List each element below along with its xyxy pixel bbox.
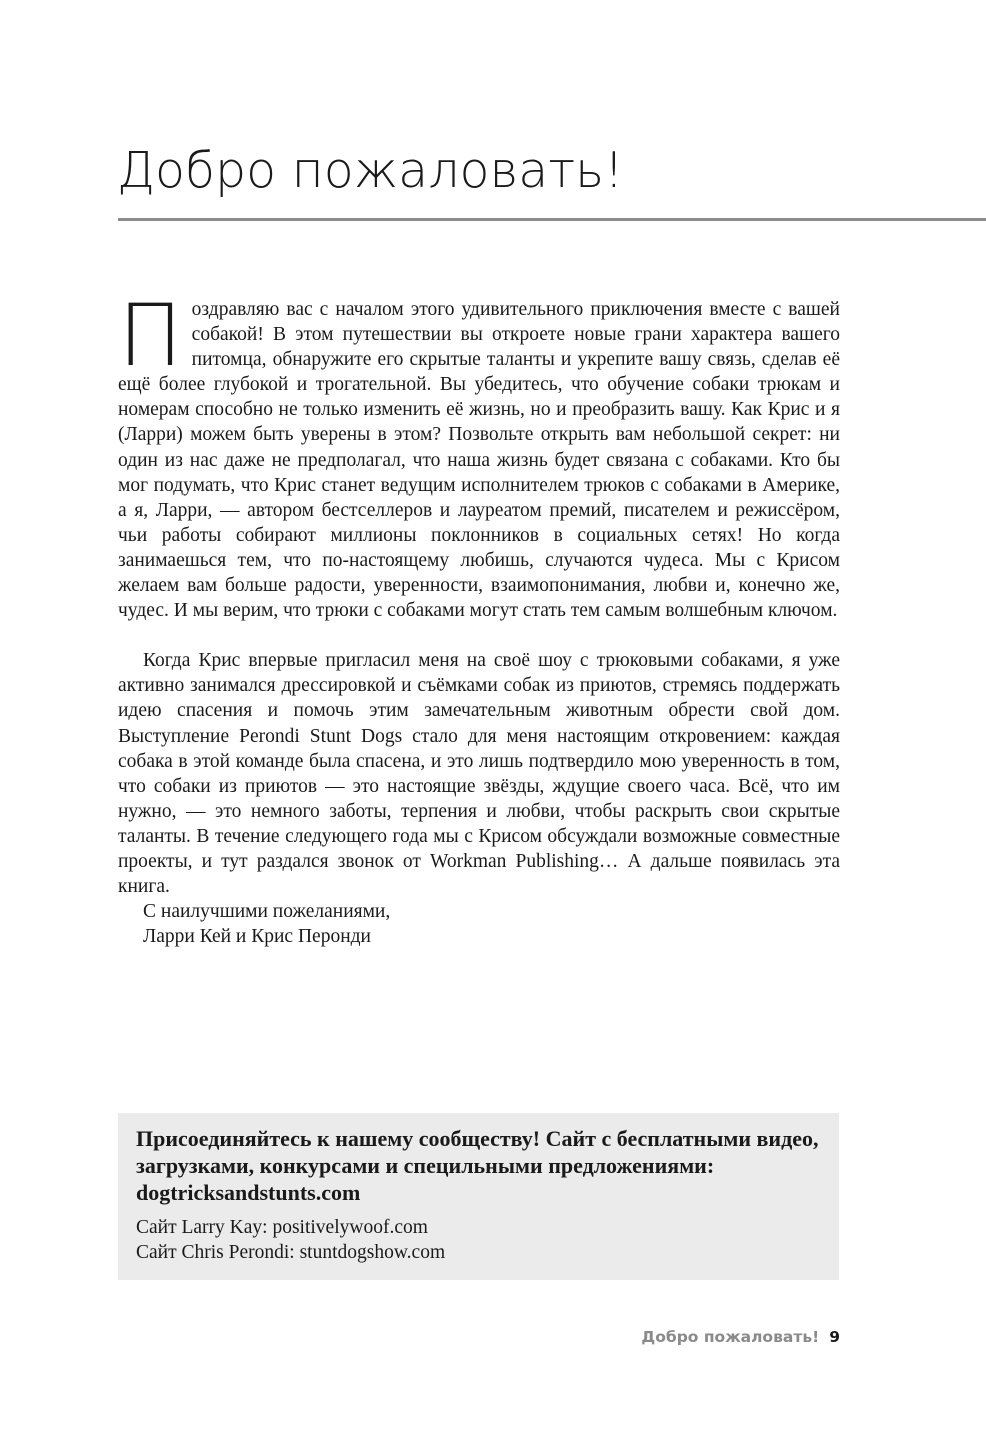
body-text xyxy=(118,286,840,949)
page-number: 9 xyxy=(829,1328,840,1346)
paragraph-2: Когда Крис впервые пригласил меня на своё шоу с трюковыми собаками, я уже активно занимался дрессировкой и съёмками собак из приютов, стремясь поддержать идею спасения и помочь этим замечательным животным обрести свой дом. Выступление Perondi Stunt Dogs стало для меня настоящим откровением: каждая собака в этой команде была спасена, и это лишь подтвердило мою уверенность в том, что собаки из приютов — это настоящие звёзды, ждущие своего часа. Всё, что им нужно, — это немного заботы, терпения и любви, чтобы раскрыть свои скрытые таланты. В течение следующего года мы с Крисом обсуждали возможные совместные проекты, и тут раздался звонок от Workman Publishing… А дальше появилась эта книга. xyxy=(118,650,840,898)
closing-line: С наилучшими пожеланиями, xyxy=(143,901,391,923)
page-title: Добро пожаловать! xyxy=(117,142,624,199)
site-chris-perondi: Сайт Chris Perondi: stuntdogshow.com xyxy=(136,1242,446,1263)
signature: Ларри Кей и Крис Перонди xyxy=(143,926,371,948)
paragraph-1-text: оздравляю вас с началом этого удивительного приключения вместе с вашей собакой! В этом путешествии вы откроете новые грани характера вашего питомца, обнаружите его скрытые таланты и укрепите вашу связь, сделав её ещё более глубокой и трогательной. Вы убедитесь, что обучение собаки трюкам и номерам способно не только изменить её жизнь, но и преобразить вашу. Как Крис и я (Ларри) можем быть уверены в этом? Позвольте открыть вам небольшой секрет: ни один из нас даже не предполагал, что наша жизнь будет связана с собаками. Кто бы мог подумать, что Крис станет ведущим исполнителем трюков с собаками в Америке, а я, Ларри, — автором бестселлеров и лауреатом премий, писателем и режиссёром, чьи работы собирают миллионы поклонников в социальных сетях! Но когда занимаешься тем, что по-настоящему любишь, случаются чудеса. Мы с Крисом желаем вам больше радости, уверенности, взаимопонимания, любви и, конечно же, чудес. И мы верим, что трюки с собаками могут стать тем самым волшебным ключом. xyxy=(118,299,840,622)
site-larry-kay: Сайт Larry Kay: positivelywoof.com xyxy=(136,1217,428,1238)
page-footer xyxy=(560,1328,840,1346)
callout-heading: Присоединяйтесь к нашему сообществу! Сайт с бесплатными видео, загрузками, конкурсами и специльными предложениями: dogtricksandstunts.com xyxy=(136,1126,819,1205)
callout-sites xyxy=(136,1215,821,1265)
drop-cap: П xyxy=(118,286,183,386)
running-title: Добро пожаловать! xyxy=(641,1328,820,1346)
community-callout xyxy=(118,1113,839,1280)
title-rule xyxy=(118,218,986,221)
paragraph-1 xyxy=(118,286,840,623)
